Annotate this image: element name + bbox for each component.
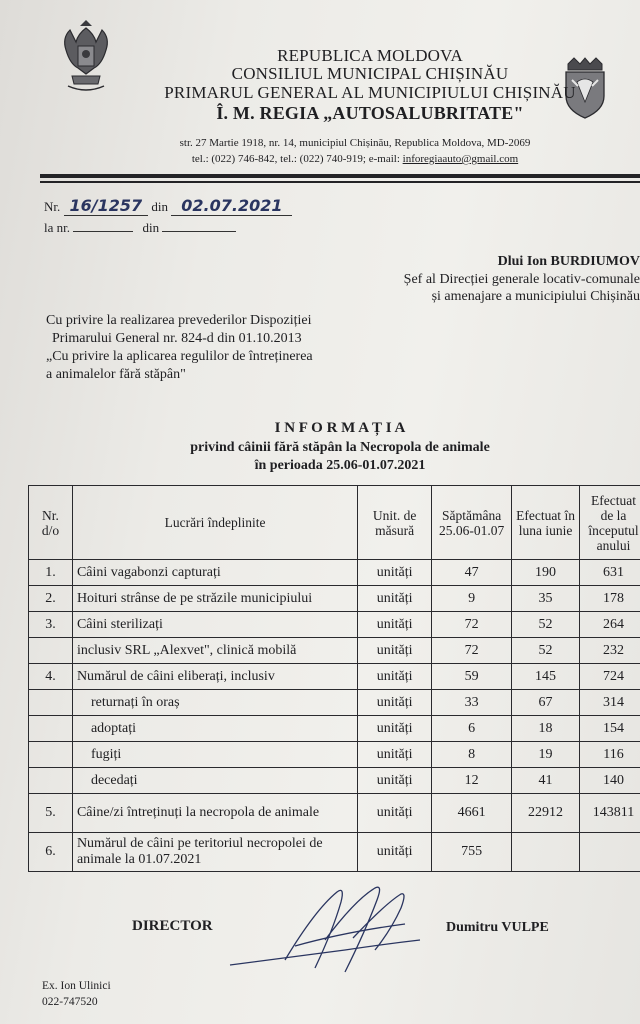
cell-week: 47 [432,560,512,586]
reference-la-line [44,220,236,236]
reference-la-nr-label: la nr. [44,220,70,235]
cell-year: 631 [580,560,640,586]
cell-nr: 3. [29,612,73,638]
cell-month: 18 [512,716,580,742]
header-organization: Î. M. REGIA „AUTOSALUBRITATE" [216,103,524,123]
cell-week: 72 [432,638,512,664]
table-row [29,690,640,716]
header-unit: Unit. de măsură [358,486,432,560]
document-title: I N F O R M A Ț I A [274,420,406,436]
cell-work: Câine/zi întreținuți la necropola de animale [72,794,357,833]
cell-nr: 5. [29,794,73,833]
statistics-table [28,485,640,872]
cell-year: 116 [580,742,640,768]
cell-week: 4661 [432,794,512,833]
cell-week: 59 [432,664,512,690]
cell-week: 33 [432,690,512,716]
cell-nr: 2. [29,586,73,612]
cell-year: 264 [580,612,640,638]
cell-week: 6 [432,716,512,742]
cell-work: fugiți [72,742,357,768]
cell-nr: 4. [29,664,73,690]
cell-month [512,833,580,872]
cell-month: 22912 [512,794,580,833]
table-row [29,716,640,742]
cell-nr [29,742,73,768]
cell-year: 232 [580,638,640,664]
cell-week: 12 [432,768,512,794]
cell-unit: unități [358,612,432,638]
cell-work: Câini vagabonzi capturați [72,560,357,586]
cell-unit: unități [358,586,432,612]
header-year: Efectuat de la începutul anului [580,486,640,560]
cell-unit: unități [358,716,432,742]
reference-din-label: din [151,199,169,214]
cell-unit: unități [358,664,432,690]
cell-unit: unități [358,794,432,833]
header-council: CONSILIUL MUNICIPAL CHIȘINĂU [231,64,509,83]
cell-work: inclusiv SRL „Alexvet", clinică mobilă [72,638,357,664]
cell-week: 72 [432,612,512,638]
header-phones: tel.: (022) 746-842, tel.: (022) 740-919; e-mail: [191,153,400,165]
cell-year: 154 [580,716,640,742]
cell-work: adoptați [72,716,357,742]
subject-line-4: a animalelor fără stăpân" [46,367,186,382]
reference-la-din-blank [162,231,236,232]
cell-month: 19 [512,742,580,768]
footer-executor: Ex. Ion Ulinici [42,980,111,992]
header-nr: Nr. d/o [29,486,73,560]
cell-year: 178 [580,586,640,612]
reference-nr-label: Nr. [44,199,61,214]
recipient-name: Dlui Ion BURDIUMOV [497,254,640,269]
cell-unit: unități [358,560,432,586]
header-address: str. 27 Martie 1918, nr. 14, municipiul Chișinău, Republica Moldova, MD-2069 [179,137,531,149]
cell-work: Hoituri strânse de pe străzile municipiului [72,586,357,612]
signature-name: Dumitru VULPE [446,920,549,935]
cell-month: 190 [512,560,580,586]
header-country: REPUBLICA MOLDOVA [277,46,463,65]
cell-month: 145 [512,664,580,690]
document-subtitle-1: privind câinii fără stăpân la Necropola de animale [190,440,490,455]
cell-unit: unități [358,742,432,768]
moldova-coat-of-arms-icon [58,20,114,96]
handwritten-signature-icon [225,880,425,995]
recipient-position-1: Șef al Direcției generale locativ-comunale [403,272,640,287]
cell-work: Numărul de câini eliberați, inclusiv [72,664,357,690]
header-divider-thin [40,181,640,183]
cell-unit: unități [358,638,432,664]
cell-month: 52 [512,638,580,664]
table-row [29,560,640,586]
cell-month: 35 [512,586,580,612]
table-row [29,586,640,612]
cell-unit: unități [358,833,432,872]
cell-nr [29,638,73,664]
subject-line-2: Primarului General nr. 824-d din 01.10.2013 [52,331,302,346]
table-header-row [29,486,640,560]
cell-year [580,833,640,872]
cell-year: 314 [580,690,640,716]
table-row [29,794,640,833]
subject-line-3: „Cu privire la aplicarea regulilor de întreținerea [46,349,313,364]
subject-block [46,312,313,384]
cell-nr [29,768,73,794]
cell-month: 67 [512,690,580,716]
document-subtitle-2: în perioada 25.06-01.07.2021 [254,458,426,473]
header-works: Lucrări îndeplinite [72,486,357,560]
cell-nr [29,690,73,716]
footer-phone: 022-747520 [42,996,98,1008]
header-mayor: PRIMARUL GENERAL AL MUNICIPIULUI CHIȘINĂU [164,83,576,102]
cell-nr: 1. [29,560,73,586]
recipient-position-2: și amenajare a municipiului Chișinău [431,289,640,304]
cell-week: 9 [432,586,512,612]
cell-year: 724 [580,664,640,690]
cell-work: returnați în oraș [72,690,357,716]
table-row [29,768,640,794]
cell-week: 8 [432,742,512,768]
cell-nr: 6. [29,833,73,872]
header-contacts [120,153,590,165]
cell-work: Câini sterilizați [72,612,357,638]
cell-month: 41 [512,768,580,794]
reference-line [44,196,292,215]
signature-role: DIRECTOR [132,918,213,934]
reference-la-din-label: din [142,220,160,235]
table-row [29,664,640,690]
cell-year: 143811 [580,794,640,833]
cell-year: 140 [580,768,640,794]
table-row [29,638,640,664]
header-week: Săptămâna 25.06-01.07 [432,486,512,560]
cell-week: 755 [432,833,512,872]
cell-work: decedați [72,768,357,794]
cell-unit: unități [358,768,432,794]
header-divider-thick [40,174,640,178]
cell-month: 52 [512,612,580,638]
header-month: Efectuat în luna iunie [512,486,580,560]
subject-line-1: Cu privire la realizarea prevederilor Dispoziției [46,313,312,328]
cell-unit: unități [358,690,432,716]
reference-la-nr-blank [73,231,133,232]
table-row [29,833,640,872]
table-row [29,742,640,768]
header-email-link[interactable]: inforegiaauto@gmail.com [402,153,519,165]
cell-nr [29,716,73,742]
reference-nr-value: 16/1257 [64,196,149,216]
table-row [29,612,640,638]
cell-work: Numărul de câini pe teritoriul necropolei de animale la 01.07.2021 [72,833,357,872]
reference-date-value: 02.07.2021 [171,196,292,216]
